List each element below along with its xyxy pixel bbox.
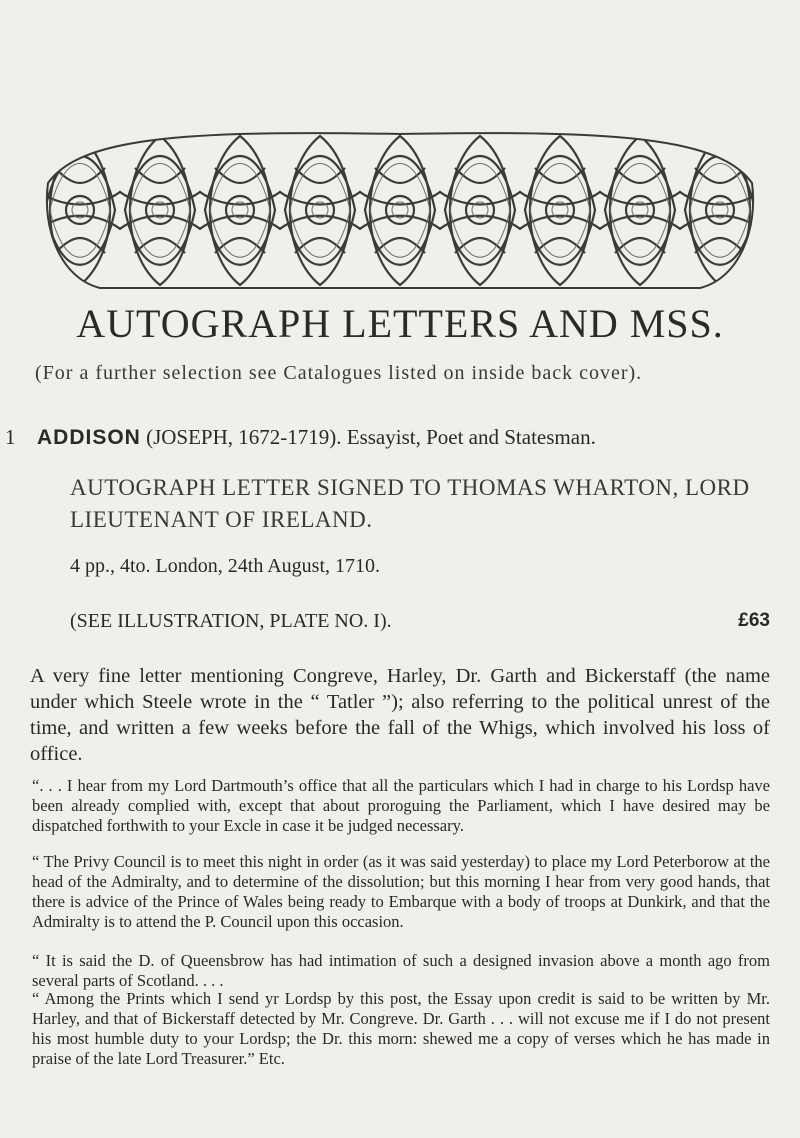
catalogue-note: (For a further selection see Catalogues listed on inside back cover). (35, 362, 643, 384)
author-details: (JOSEPH, 1672-1719). Essayist, Poet and Statesman. (146, 425, 596, 449)
item-price: £63 (738, 610, 770, 631)
entry-heading (5, 425, 596, 450)
decorative-headpiece-ornament (40, 128, 760, 293)
entry-number: 1 (5, 425, 16, 449)
letter-quote: “ Among the Prints which I send yr Lordsp by this post, the Essay upon credit is said to be written by Mr. Harley, and that of Bickerstaff detected by Mr. Congreve. Dr. Garth . . . will not excuse me if I do not present his most humble duty to your Lordsp; the Dr. this morn: shewed me a copy of verses which he has made in praise of the late Lord Treasurer.” Etc. (32, 989, 770, 1068)
letter-quote: “ The Privy Council is to meet this night in order (as it was said yesterday) to place my Lord Peterborow at the head of the Admiralty, and to determine of the dissolution; but this morning I hear from very good hands, that there is advice of the Prince of Wales being ready to Embarque with a body of troops at Dunkirk, and that the Admiralty is to attend the P. Council upon this occasion. (32, 852, 770, 931)
letter-quote: “ It is said the D. of Queensbrow has had intimation of such a designed invasion above a month ago from several parts of Scotland. . . . (32, 951, 770, 990)
author-name: ADDISON (37, 426, 141, 449)
item-title: AUTOGRAPH LETTER SIGNED TO THOMAS WHARTON, LORD LIEUTENANT OF IRELAND. (70, 475, 750, 532)
page-title: AUTOGRAPH LETTERS AND MSS. (76, 301, 724, 346)
letter-quote: “. . . I hear from my Lord Dartmouth’s office that all the particulars which I had in charge to his Lordsp have been already complied with, except that about proroguing the Parliament, which I have desired may be dispatched forthwith to your Excle in case it be judged necessary. (32, 776, 770, 835)
item-format: 4 pp., 4to. London, 24th August, 1710. (70, 555, 381, 577)
illustration-reference: (SEE ILLUSTRATION, PLATE NO. I). (70, 610, 392, 632)
item-description: A very fine letter mentioning Congreve, Harley, Dr. Garth and Bickerstaff (the name under which Steele wrote in the “ Tatler ”); also referring to the political unrest of the time, and written a few weeks before the fall of the Whigs, which involved his loss of office. (30, 665, 770, 765)
